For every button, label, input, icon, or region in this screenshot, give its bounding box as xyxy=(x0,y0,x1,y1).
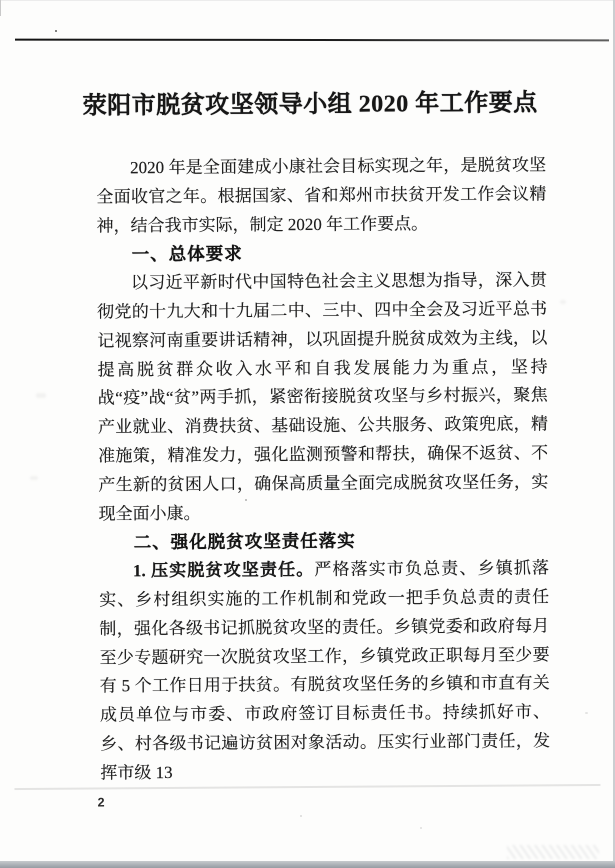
scan-speck xyxy=(420,827,422,829)
page-number: 2 xyxy=(97,795,105,810)
document-body xyxy=(96,151,550,788)
scan-speck xyxy=(245,499,247,501)
section-2-heading: 二、强化脱贫攻坚责任落实 xyxy=(133,531,356,553)
scan-corner-artifact xyxy=(507,845,599,859)
item-1-paragraph xyxy=(99,554,551,788)
scan-speck xyxy=(585,712,588,714)
item-1-body-text: 严格落实市负总责、乡镇抓落实、乡村组织实施的工作机制和党政一把手负总责的责任制，强化各级书记抓脱贫攻坚的责任。乡镇党委和政府每月至少专题研究一次脱贫攻坚工作，乡镇党政正职每月至少要有 5 个工作日用于扶贫。有脱贫攻坚任务的乡镇和市直有关成员单位与市委、市政府签订目标责任书。持续抓好市、乡、村各级书记遍访贫困对象活动。压实行业部门责任，发挥市级 13 xyxy=(99,558,551,783)
scan-speck xyxy=(55,30,57,32)
scan-smudge xyxy=(560,300,566,304)
scan-speck xyxy=(300,815,302,817)
section-1-heading: 一、总体要求 xyxy=(131,243,243,265)
scan-bottom-edge xyxy=(0,861,615,868)
scan-smudge xyxy=(36,393,46,398)
item-1-lead-label: 1. 压实脱贫攻坚责任。 xyxy=(132,560,315,581)
section-1-paragraph: 以习近平新时代中国特色社会主义思想为指导，深入贯彻党的十九大和十九届二中、三中、四中全会及习近平总书记视察河南重要讲话精神，以巩固提升脱贫成效为主线，以提高脱贫群众收入水平和自我发展能力为重点，坚持战“疫”战“贫”两手抓，紧密衔接脱贫攻坚与乡村振兴，聚焦产业就业、消费扶贫、基础设施、公共服务、政策兜底，精准施策，精准发力，强化监测预警和帮扶，确保不返贫、不产生新的贫困人口，确保高质量全面完成脱贫攻坚任务，实现全面小康。 xyxy=(97,270,549,524)
intro-paragraph: 2020 年是全面建成小康社会目标实现之年，是脱贫攻坚全面收官之年。根据国家、省和郑州市扶贫开发工作会议精神，结合我市实际，制定 2020 年工作要点。 xyxy=(96,155,547,236)
document-title: 荥阳市脱贫攻坚领导小组 2020 年工作要点 xyxy=(82,90,538,120)
scan-smudge xyxy=(30,476,38,480)
